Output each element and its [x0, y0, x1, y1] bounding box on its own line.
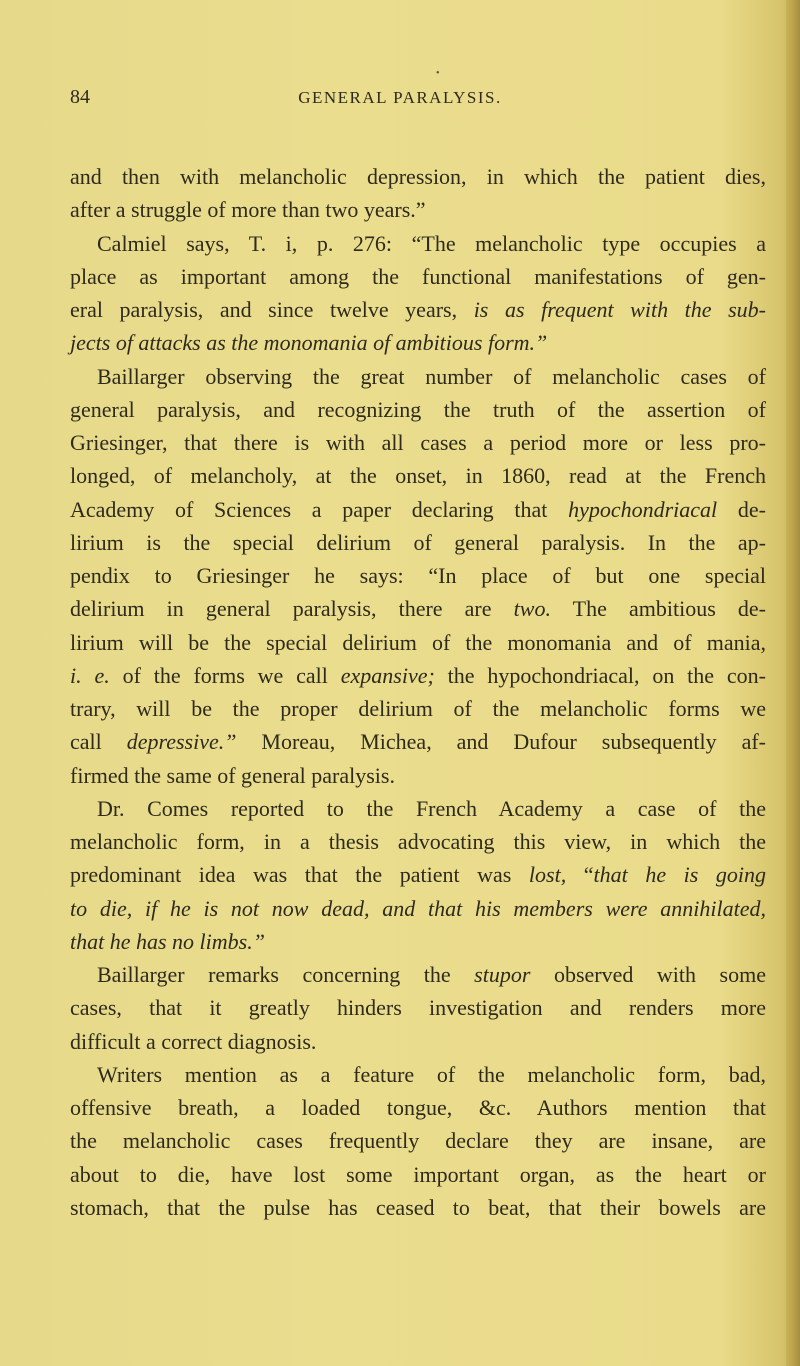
text-run: de- [717, 496, 766, 522]
text-line [70, 592, 766, 625]
italic-text: expansive; [340, 662, 435, 688]
text-line [70, 260, 766, 293]
italic-text: that he is going [593, 862, 767, 888]
text-run: Calmiel says, T. i, p. 276: “The melancholic type occupies a [97, 230, 766, 256]
text-run: “ [566, 862, 594, 888]
text-line [70, 659, 766, 692]
page-number: 84 [70, 86, 90, 108]
text-line [70, 459, 766, 492]
text-line [70, 958, 766, 991]
text-run: difficult a correct diagnosis. [70, 1028, 317, 1054]
text-line [70, 1091, 766, 1124]
text-line [70, 626, 766, 659]
text-run: longed, of melancholy, at the onset, in 1860, read at the French [70, 463, 766, 489]
text-run: about to die, have lost some important organ, as the heart or [70, 1161, 766, 1187]
text-line [70, 991, 766, 1024]
text-run: Baillarger observing the great number of melancholic cases of [97, 363, 766, 389]
text-run: Dr. Comes reported to the French Academy a case of the [97, 795, 766, 821]
text-line [70, 725, 766, 758]
text-line [70, 1158, 766, 1191]
text-line [70, 360, 766, 393]
text-line [70, 160, 766, 193]
text-run: lirium is the special delirium of general paralysis. In the ap- [70, 529, 766, 555]
text-run: cases, that it greatly hinders investigation and renders more [70, 995, 766, 1021]
text-run: lirium will be the special delirium of the monomania and of mania, [70, 629, 766, 655]
page-binding-edge [786, 0, 800, 1366]
text-line [70, 1025, 766, 1058]
text-line [70, 759, 766, 792]
text-run: melancholic form, in a thesis advocating this view, in which the [70, 829, 766, 854]
text-run: after a struggle of more than two years.” [70, 197, 426, 223]
running-title: GENERAL PARALYSIS. [298, 88, 502, 107]
text-line [70, 559, 766, 592]
text-run: place as important among the functional manifestations of gen- [70, 263, 766, 289]
italic-text: two. [513, 596, 551, 622]
text-run: stomach, that the pulse has ceased to beat, that their bowels are [70, 1194, 766, 1220]
text-run: delirium in general paralysis, there are [70, 596, 514, 622]
text-run: Academy of Sciences a paper declaring that [70, 496, 569, 522]
text-line [70, 227, 766, 260]
text-run: call [70, 729, 127, 755]
text-run: Griesinger, that there is with all cases a period more or less pro- [70, 430, 766, 455]
text-line [70, 526, 766, 559]
text-line [70, 825, 766, 858]
body-text [70, 160, 766, 1224]
text-run: The ambitious de- [550, 596, 766, 622]
text-run: the hypochondriacal, on the con- [434, 662, 766, 688]
text-line [70, 426, 766, 459]
top-mark: • [436, 68, 440, 79]
text-run: firmed the same of general paralysis. [70, 762, 395, 788]
text-line [70, 692, 766, 725]
text-line [70, 925, 766, 958]
text-line [70, 792, 766, 825]
text-run: trary, will be the proper delirium of the melancholic forms we [70, 696, 766, 721]
text-line [70, 326, 766, 359]
text-line [70, 293, 766, 326]
text-run: observed with some [530, 962, 766, 987]
text-line [70, 193, 766, 226]
italic-text: that he has no limbs.” [70, 928, 265, 954]
text-run: general paralysis, and recognizing the truth of the assertion of [70, 396, 766, 422]
text-run: pendix to Griesinger he says: “In place of but one special [70, 563, 766, 588]
italic-text: lost, [528, 862, 567, 888]
italic-text: is as frequent with the sub- [473, 297, 766, 322]
text-line [70, 393, 766, 426]
text-line [70, 858, 766, 891]
text-run: predominant idea was that the patient was [70, 862, 529, 888]
text-line [70, 1058, 766, 1091]
text-line [70, 892, 766, 925]
text-run: Baillarger remarks concerning the [97, 962, 475, 987]
text-run: of the forms we call [109, 662, 341, 688]
text-run: and then with melancholic depression, in which the patient dies, [70, 164, 766, 189]
text-run: Moreau, Michea, and Dufour subsequently af- [236, 729, 766, 755]
italic-text: to die, if he is not now dead, and that his members were annihilated, [70, 895, 766, 921]
italic-text: hypochondriacal [568, 496, 718, 522]
italic-text: depressive.” [126, 729, 237, 755]
italic-text: stupor [474, 962, 531, 987]
text-line [70, 493, 766, 526]
text-run: offensive breath, a loaded tongue, &c. Authors mention that [70, 1095, 766, 1120]
text-run: eral paralysis, and since twelve years, [70, 297, 474, 322]
text-line [70, 1191, 766, 1224]
text-line [70, 1124, 766, 1157]
text-run: Writers mention as a feature of the melancholic form, bad, [97, 1061, 766, 1087]
text-run: the melancholic cases frequently declare they are insane, are [70, 1128, 766, 1154]
italic-text: jects of attacks as the monomania of ambitious form.” [70, 330, 548, 356]
italic-text: i. e. [70, 662, 110, 688]
